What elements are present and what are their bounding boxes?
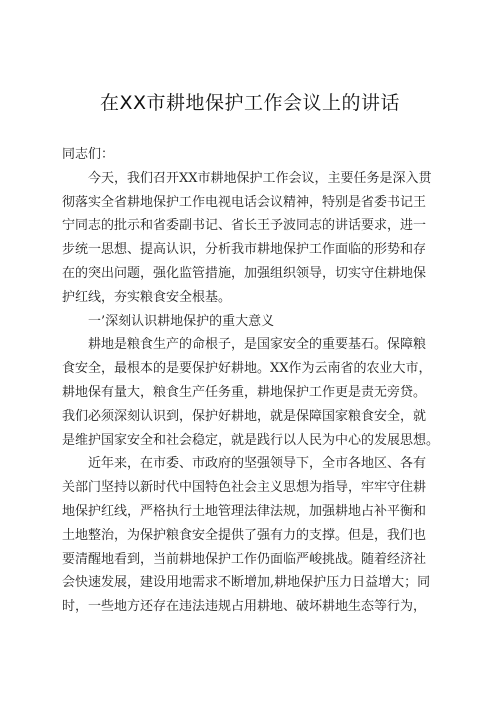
salutation: 同志们： — [62, 147, 115, 162]
body-line: 食安全，最根本的是要保护好耕地。XX作为云南省的农业大市， — [62, 361, 432, 377]
document-title: 在XX市耕地保护工作会议上的讲话 — [99, 92, 401, 114]
body-line: 护红线，夯实粮食安全根基。 — [62, 289, 232, 305]
body-line: 会快速发展，建设用地需求不断增加,耕地保护压力日益增大；同 — [62, 575, 431, 591]
body-line: 步统一思想、提高认识，分析我市耕地保护工作面临的形势和存 — [62, 242, 427, 258]
body-line: 我们必须深刻认识到，保护好耕地，就是保障国家粮食安全，就 — [62, 408, 427, 424]
body-line: 时，一些地方还存在违法违规占用耕地、破坏耕地生态等行为， — [62, 599, 427, 615]
section-heading: 一’深刻认识耕地保护的重大意义 — [88, 313, 275, 329]
body-line: 宁同志的批示和省委副书记、省长王予波同志的讲话要求，进一 — [62, 218, 427, 234]
body-line: 土地整治，为保护粮食安全提供了强有力的支撑。但是，我们也 — [62, 527, 427, 543]
body-line: 在的突出问题，强化监管措施，加强组织领导，切实守住耕地保 — [62, 265, 427, 281]
document-body — [62, 143, 444, 619]
body-line: 耕地是粮食生产的命根子，是国家安全的重要基石。保障粮 — [88, 337, 427, 353]
body-line: 地保护红线，严格执行土地管理法律法规，加强耕地占补平衡和 — [62, 503, 427, 519]
body-line: 要清醒地看到，当前耕地保护工作仍面临严峻挑战。随着经济社 — [62, 551, 427, 567]
body-line: 是维护国家安全和社会稳定，就是践行以人民为中心的发展思想。 — [62, 432, 440, 448]
body-line: 关部门坚持以新时代中国特色社会主义思想为指导，牢牢守住耕 — [62, 480, 427, 496]
body-line: 耕地保有量大，粮食生产任务重，耕地保护工作更是责无旁贷。 — [62, 384, 427, 400]
body-line: 今天，我们召开XX市耕地保护工作会议，主要任务是深入贯 — [88, 170, 432, 186]
body-line: 近年来，在市委、市政府的坚强领导下，全市各地区、各有 — [88, 456, 427, 472]
body-line: 彻落实全省耕地保护工作电视电话会议精神，特别是省委书记王 — [62, 194, 427, 210]
